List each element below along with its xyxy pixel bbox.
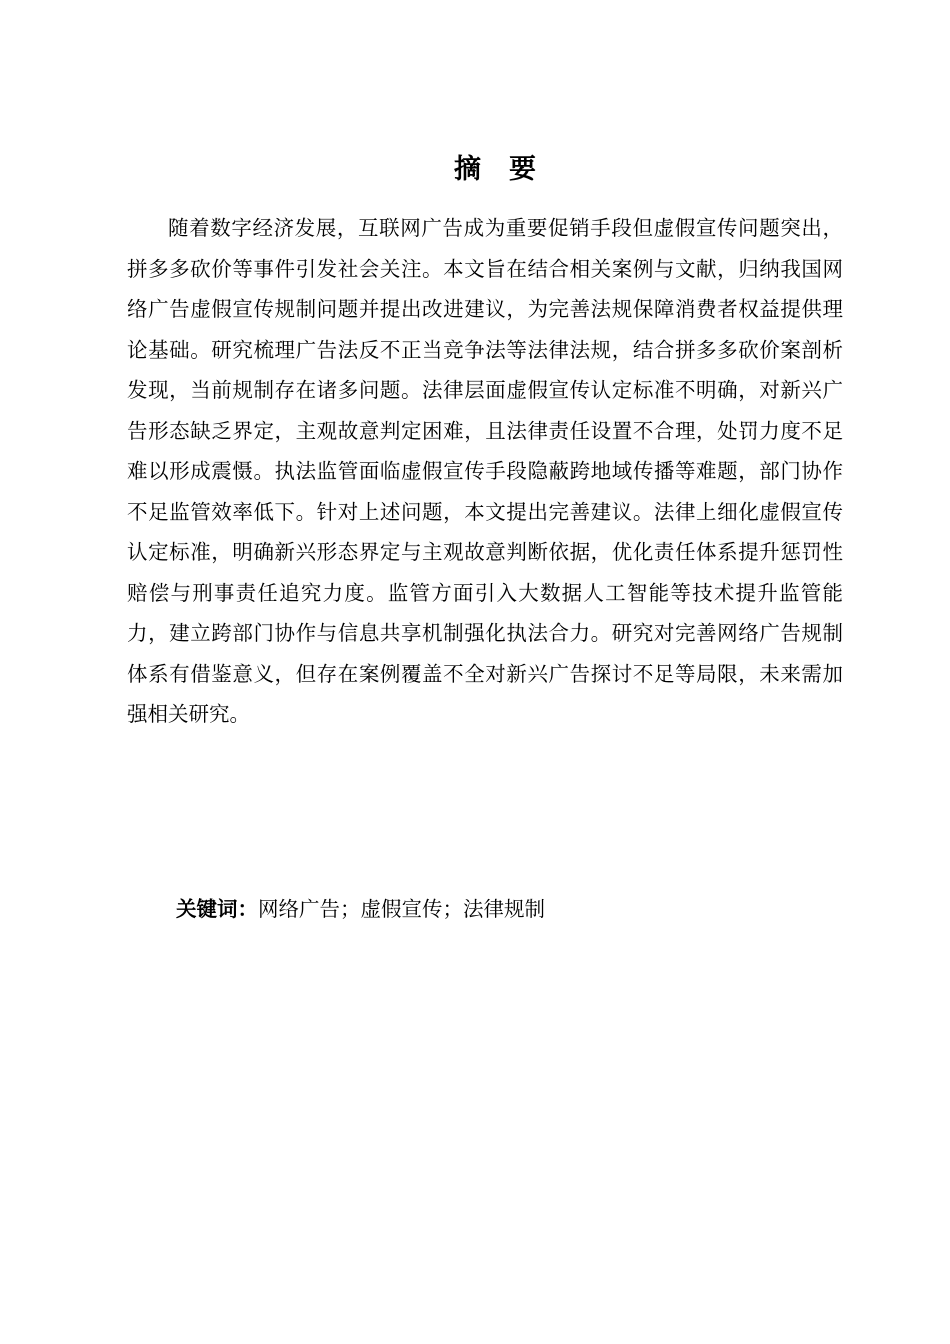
keywords-value: 网络广告；虚假宣传；法律规制 [258, 897, 545, 921]
keywords-line [176, 889, 545, 929]
abstract-title [0, 150, 950, 190]
abstract-title-char-2: 要 [509, 154, 536, 185]
keywords-label: 关键词： [176, 897, 258, 921]
abstract-title-char-1: 摘 [454, 154, 481, 185]
abstract-body: 随着数字经济发展，互联网广告成为重要促销手段但虚假宣传问题突出，拼多多砍价等事件引发社会关注。本文旨在结合相关案例与文献，归纳我国网络广告虚假宣传规制问题并提出改进建议，为完善法规保障消费者权益提供理论基础。研究梳理广告法反不正当竞争法等法律法规，结合拼多多砍价案剖析发现，当前规制存在诸多问题。法律层面虚假宣传认定标准不明确，对新兴广告形态缺乏界定，主观故意判定困难，且法律责任设置不合理，处罚力度不足难以形成震慑。执法监管面临虚假宣传手段隐蔽跨地域传播等难题，部门协作不足监管效率低下。针对上述问题，本文提出完善建议。法律上细化虚假宣传认定标准，明确新兴形态界定与主观故意判断依据，优化责任体系提升惩罚性赔偿与刑事责任追究力度。监管方面引入大数据人工智能等技术提升监管能力，建立跨部门协作与信息共享机制强化执法合力。研究对完善网络广告规制体系有借鉴意义，但存在案例覆盖不全对新兴广告探讨不足等局限，未来需加强相关研究。 [127, 216, 843, 726]
